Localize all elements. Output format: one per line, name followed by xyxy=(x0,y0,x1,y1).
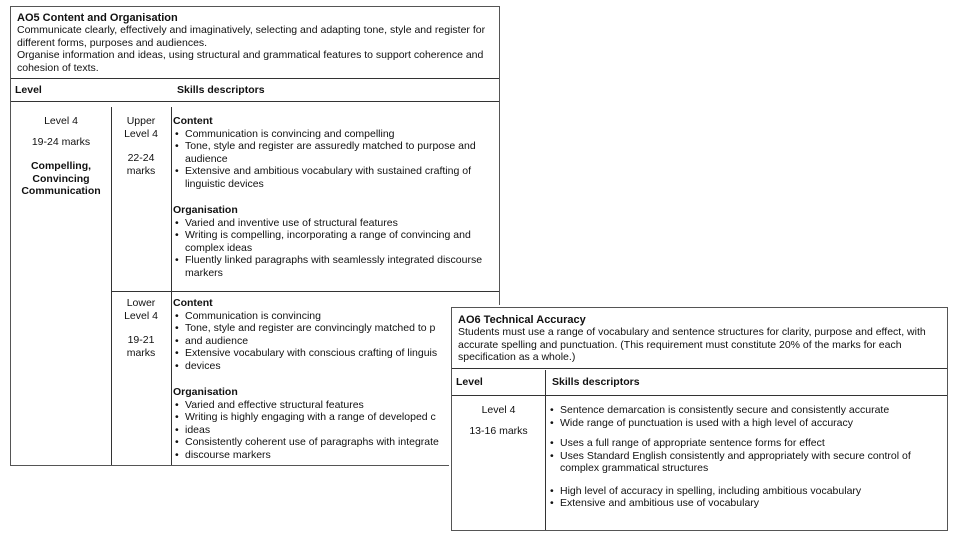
list-item: • ideas xyxy=(173,424,499,437)
list-item: • High level of accuracy in spelling, including ambitious vocabulary xyxy=(548,485,946,498)
list-item: • Extensive vocabulary with conscious crafting of linguis xyxy=(173,347,499,360)
list-item: • Uses a full range of appropriate sentence forms for effect xyxy=(548,437,946,450)
list-item: • Sentence demarcation is consistently secure and consistently accurate xyxy=(548,404,946,417)
ao5-upper-organisation-heading: Organisation xyxy=(173,204,238,216)
ao5-table-header xyxy=(11,79,499,102)
ao5-level-marks: 19-24 marks xyxy=(31,135,91,148)
list-item: • Communication is convincing and compelling xyxy=(173,128,499,141)
list-item: • Tone, style and register are assuredly matched to purpose and audience xyxy=(173,140,499,165)
ao5-level-name: Level 4 xyxy=(44,115,78,127)
list-item: • Writing is highly engaging with a range of developed c xyxy=(173,411,499,424)
ao5-upper-band-cell xyxy=(111,115,171,177)
ao5-mark-scheme xyxy=(10,6,500,466)
list-item: • Writing is compelling, incorporating a range of convincing and complex ideas xyxy=(173,229,499,254)
ao5-title: AO5 Content and Organisation xyxy=(17,12,178,24)
ao6-group-3 xyxy=(548,485,946,510)
ao6-skills-header: Skills descriptors xyxy=(552,375,640,388)
ao5-description-1: Communicate clearly, effectively and imaginatively, selecting and adapting tone, style and register for different forms, purposes and audiences. xyxy=(17,24,486,49)
ao6-group-1 xyxy=(548,404,946,429)
ao6-descriptors xyxy=(548,404,946,510)
ao6-title: AO6 Technical Accuracy xyxy=(458,314,586,326)
list-item: • and audience xyxy=(173,335,499,348)
ao5-upper-band-descriptors xyxy=(173,115,499,279)
ao5-level-header: Level xyxy=(15,84,42,96)
ao6-level-header: Level xyxy=(456,375,483,388)
list-item: • Tone, style and register are convincingly matched to p xyxy=(173,322,499,335)
ao6-description: Students must use a range of vocabulary and sentence structures for clarity, purpose and effect, with accurate spelling and punctuation. (This requirement must constitute 20% of the marks for each specification as a whole.) xyxy=(458,326,926,363)
ao5-skills-header: Skills descriptors xyxy=(177,84,265,96)
ao5-upper-band-marks: 22-24 marks xyxy=(126,152,156,177)
ao5-header xyxy=(11,7,499,79)
ao6-level-marks: 13-16 marks xyxy=(469,424,528,437)
list-item: • Communication is convincing xyxy=(173,310,499,323)
list-item: • Fluently linked paragraphs with seamlessly integrated discourse markers xyxy=(173,254,499,279)
ao5-upper-content-list xyxy=(173,128,499,191)
ao6-group-2 xyxy=(548,437,946,475)
ao5-lower-band-name: Lower Level 4 xyxy=(124,297,158,322)
ao6-header xyxy=(452,308,947,369)
list-item: • Extensive and ambitious vocabulary with sustained crafting of linguistic devices xyxy=(173,165,499,190)
list-item: • devices xyxy=(173,360,499,373)
list-item: • Varied and inventive use of structural features xyxy=(173,217,499,230)
list-item: • discourse markers xyxy=(173,449,499,462)
ao5-lower-content-heading: Content xyxy=(173,297,213,309)
ao6-level-cell xyxy=(452,404,545,437)
ao5-lower-band-marks: 19-21 marks xyxy=(126,334,156,359)
ao5-lower-organisation-heading: Organisation xyxy=(173,386,238,398)
ao5-upper-content-heading: Content xyxy=(173,115,213,127)
list-item: • Consistently coherent use of paragraphs with integrate xyxy=(173,436,499,449)
ao6-level-name: Level 4 xyxy=(481,404,516,416)
ao5-lower-band-cell xyxy=(111,297,171,359)
list-item: • Wide range of punctuation is used with a high level of accuracy xyxy=(548,417,946,430)
list-item: • Extensive and ambitious use of vocabulary xyxy=(548,497,946,510)
ao5-level-label: Compelling, Convincing Communication xyxy=(21,160,101,197)
ao5-upper-organisation-list xyxy=(173,217,499,280)
ao5-description-2: Organise information and ideas, using structural and grammatical features to support coherence and cohesion of texts. xyxy=(17,49,484,74)
list-item: • Uses Standard English consistently and appropriately with secure control of complex grammatical structures xyxy=(548,450,946,475)
ao6-mark-scheme xyxy=(451,307,948,531)
list-item: • Varied and effective structural features xyxy=(173,399,499,412)
ao5-upper-band-name: Upper Level 4 xyxy=(124,115,158,140)
ao5-level-cell xyxy=(11,115,111,198)
ao6-table-header xyxy=(452,369,947,396)
